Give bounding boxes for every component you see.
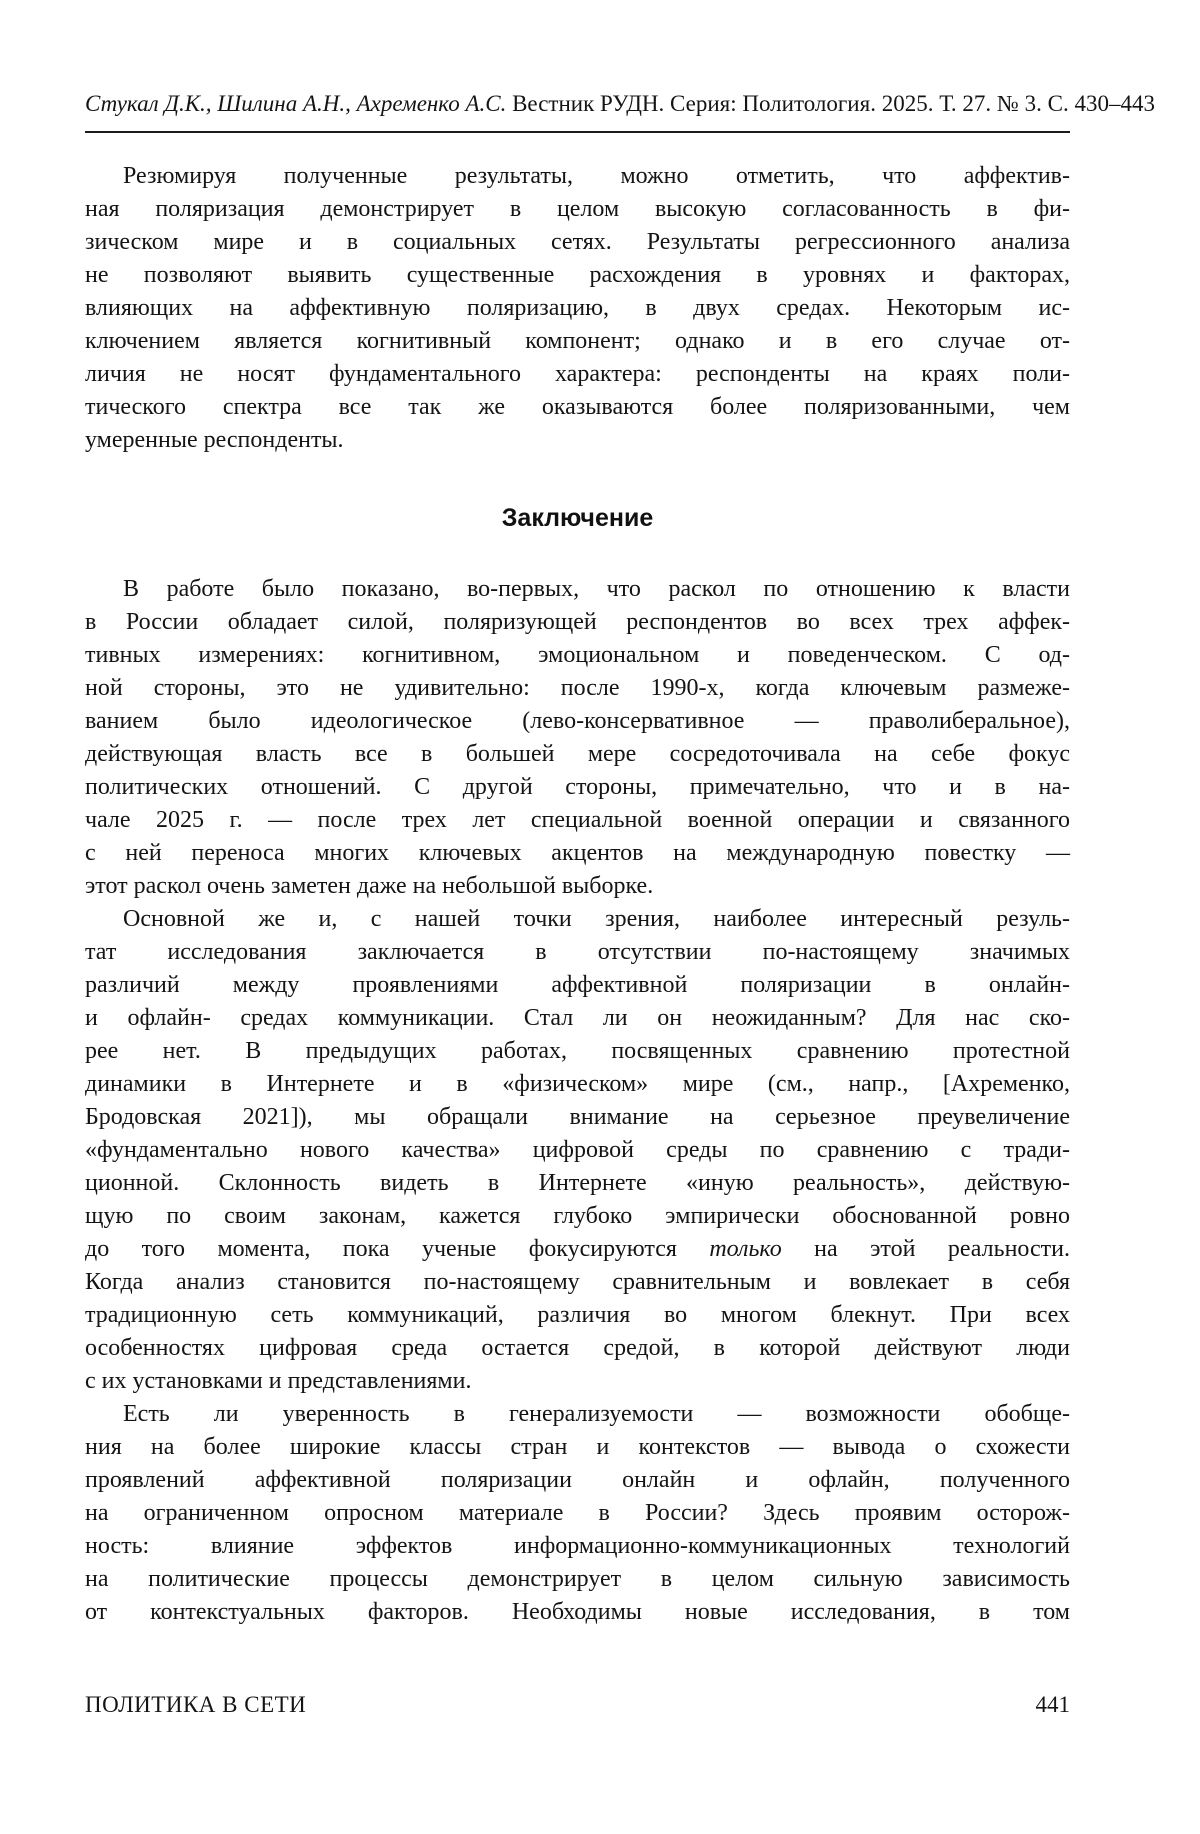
paragraph: [85, 1398, 1070, 1629]
text-line: Основной же и, с нашей точки зрения, наиболее интересный резуль-: [123, 906, 1070, 932]
italic-line-post: на этой реальности.: [781, 1236, 1071, 1262]
text-line: тического спектра все так же оказываются более поляризованными, чем: [85, 394, 1070, 420]
paragraph: [85, 160, 1070, 457]
text-line: умеренные респонденты.: [85, 427, 344, 453]
text-line: ционной. Склонность видеть в Интернете «иную реальность», действую-: [85, 1170, 1070, 1196]
text-line: действующая власть все в большей мере сосредоточивала на себе фокус: [85, 741, 1070, 767]
emphasized-word: только: [709, 1236, 782, 1262]
text-line: с ней переноса многих ключевых акцентов на международную повестку —: [85, 840, 1070, 866]
text-line: ключением является когнитивный компонент; однако и в его случае от-: [85, 328, 1070, 354]
running-footer: [85, 1692, 1070, 1718]
paragraph: [85, 903, 1070, 1233]
text-line: проявлений аффективной поляризации онлайн и офлайн, полученного: [85, 1467, 1070, 1493]
text-line: В работе было показано, во-первых, что раскол по отношению к власти: [123, 576, 1070, 602]
text-line: ной стороны, это не удивительно: после 1990-х, когда ключевым размеже-: [85, 675, 1070, 701]
text-line: не позволяют выявить существенные расхождения в уровнях и факторах,: [85, 262, 1070, 288]
page-content: [85, 0, 1155, 1629]
section-heading: Заключение: [501, 504, 654, 532]
header-citation: Вестник РУДН. Серия: Политология. 2025. Т. 27. № 3. С. 430–443: [512, 91, 1155, 116]
text-line: Когда анализ становится по-настоящему сравнительным и вовлекает в себя: [85, 1269, 1070, 1295]
text-line: особенностях цифровая среда остается средой, в которой действуют люди: [85, 1335, 1070, 1361]
text-line: тат исследования заключается в отсутствии по-настоящему значимых: [85, 939, 1070, 965]
text-line: на политические процессы демонстрирует в целом сильную зависимость: [85, 1566, 1070, 1592]
text-line: этот раскол очень заметен даже на небольшой выборке.: [85, 873, 654, 899]
text-line: на ограниченном опросном материале в России? Здесь проявим осторож-: [85, 1500, 1070, 1526]
footer-page-number: 441: [1035, 1692, 1070, 1717]
text-line: и офлайн- средах коммуникации. Стал ли он неожиданным? Для нас ско-: [85, 1005, 1070, 1031]
text-line: ность: влияние эффектов информационно-коммуникационных технологий: [85, 1533, 1070, 1559]
text-line: тивных измерениях: когнитивном, эмоциональном и поведенческом. С од-: [85, 642, 1070, 668]
paragraph: [85, 573, 1070, 903]
text-line: чале 2025 г. — после трех лет специальной военной операции и связанного: [85, 807, 1070, 833]
text-line: Резюмируя полученные результаты, можно отметить, что аффектив-: [123, 163, 1070, 189]
italic-line-pre: до того момента, пока ученые фокусируются: [85, 1236, 710, 1262]
text-line: зическом мире и в социальных сетях. Результаты регрессионного анализа: [85, 229, 1070, 255]
text-line: Есть ли уверенность в генерализуемости — возможности обобще-: [123, 1401, 1070, 1427]
footer-running-title: ПОЛИТИКА В СЕТИ: [85, 1692, 307, 1717]
text-line: «фундаментально нового качества» цифровой среды по сравнению с тради-: [85, 1137, 1070, 1163]
text-line: ния на более широкие классы стран и контекстов — вывода о схожести: [85, 1434, 1070, 1460]
text-line: в России обладает силой, поляризующей респондентов во всех трех аффек-: [85, 609, 1070, 635]
text-line: традиционную сеть коммуникаций, различия во многом блекнут. При всех: [85, 1302, 1070, 1328]
text-line: политических отношений. С другой стороны, примечательно, что и в на-: [85, 774, 1070, 800]
text-line: личия не носят фундаментального характера: респонденты на краях поли-: [85, 361, 1070, 387]
running-header: [85, 90, 1155, 133]
paragraph: [85, 1266, 1070, 1398]
text-line: Бродовская 2021]), мы обращали внимание на серьезное преувеличение: [85, 1104, 1070, 1130]
text-line: с их установками и представлениями.: [85, 1368, 472, 1394]
header-authors: Стукал Д.К., Шилина А.Н., Ахременко А.С.: [85, 91, 507, 116]
text-line: щую по своим законам, кажется глубоко эмпирически обоснованной ровно: [85, 1203, 1070, 1229]
text-line: различий между проявлениями аффективной поляризации в онлайн-: [85, 972, 1070, 998]
text-line: ванием было идеологическое (лево-консервативное — праволиберальное),: [85, 708, 1070, 734]
article-body: [85, 160, 1070, 1629]
text-line: влияющих на аффективную поляризацию, в двух средах. Некоторым ис-: [85, 295, 1070, 321]
text-line: от контекстуальных факторов. Необходимы новые исследования, в том: [85, 1599, 1070, 1625]
text-line: [85, 1233, 1070, 1266]
text-line: ная поляризация демонстрирует в целом высокую согласованность в фи-: [85, 196, 1070, 222]
text-line: динамики в Интернете и в «физическом» мире (см., напр., [Ахременко,: [85, 1071, 1070, 1097]
text-line: рее нет. В предыдущих работах, посвященных сравнению протестной: [85, 1038, 1070, 1064]
